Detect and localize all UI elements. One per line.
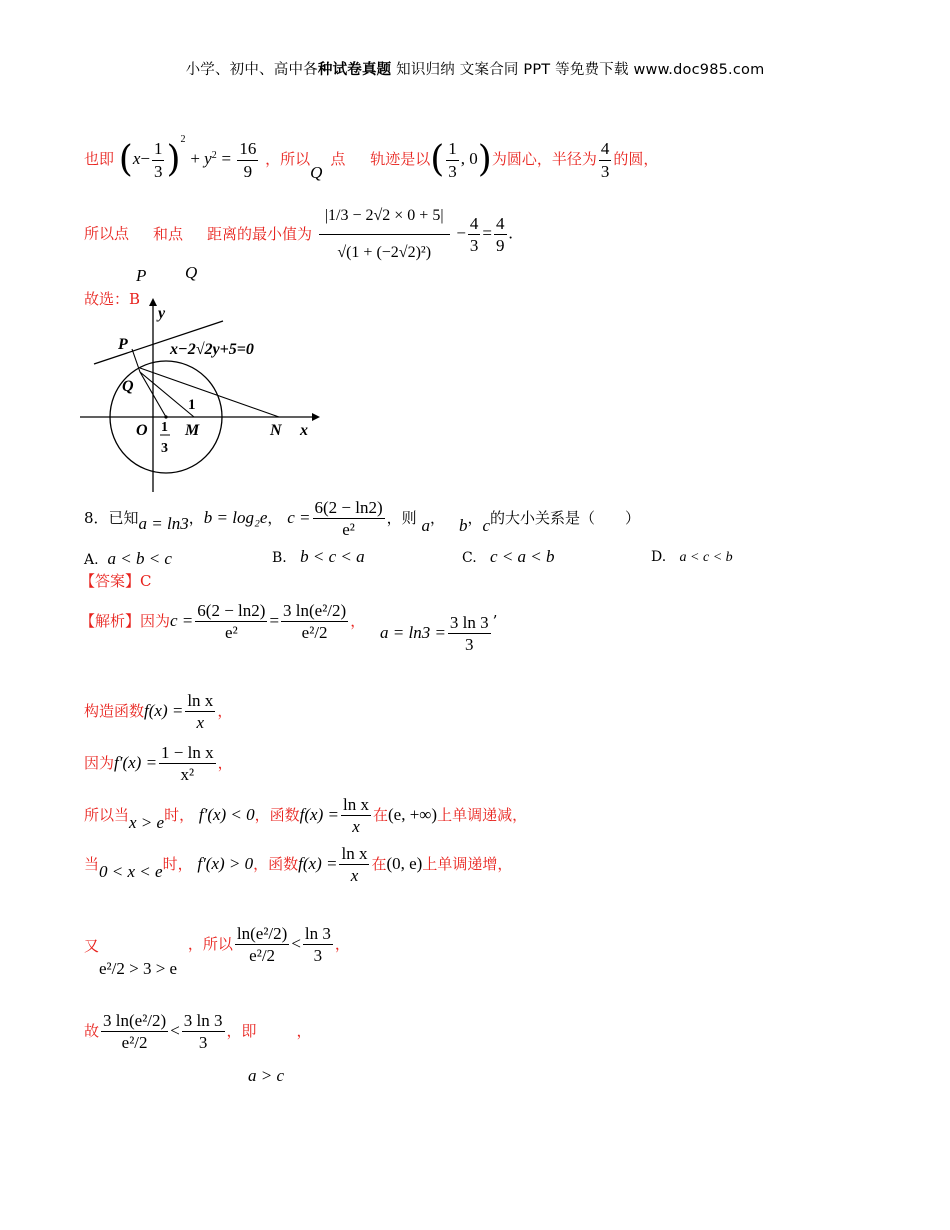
l2-num: 3 ln(e²/2) xyxy=(101,1010,168,1032)
option-B[interactable] xyxy=(272,547,365,567)
distance-denominator: √(1 + (−2√2)²) xyxy=(337,244,432,261)
option-label: D. xyxy=(651,549,667,565)
r2-den: 3 xyxy=(198,1033,208,1053)
fp-fraction xyxy=(159,742,216,786)
q8-c-num: 6(2 − ln2) xyxy=(313,497,385,519)
rhs-num: ln 3 xyxy=(303,923,333,945)
distance-numerator: |1/3 − 2√2 × 0 + 5| xyxy=(319,198,450,235)
label-N: N xyxy=(270,422,282,439)
center-x-num: 1 xyxy=(446,138,459,160)
f-fraction-2: $\frac{\text{ln x}}{x}$ xyxy=(342,795,369,837)
solution-line-2: 所以点 和点 距离的最小值为 $\frac{|1/3 - 2√2 \times 0 + 5|}{\text{√(1 + (−2√2)²)}}$ − $\frac{4}{3}$ = $\frac{4}{9}$ . xyxy=(84,198,513,271)
radius-den: 3 xyxy=(600,161,610,181)
text-juli: 距离的最小值为 xyxy=(207,224,313,243)
option-label: C. xyxy=(462,550,477,566)
f-def2: f(x) = xyxy=(299,804,339,824)
lhs-den: e²/2 xyxy=(249,946,276,966)
lhs-num: ln(e²/2) xyxy=(235,923,289,945)
cond2: 0 < x < e xyxy=(99,861,163,881)
fp-num: 1 − ln x xyxy=(159,742,216,764)
q8-c-den: e² xyxy=(342,520,355,540)
q8-var-c: c xyxy=(482,515,491,535)
c-num: 6(2 − ln2) xyxy=(195,600,267,622)
fp-pos: f′(x) > 0 xyxy=(197,853,254,873)
analysis-construct: 构造函数f(x) = $\frac{\text{ln x}}{x}$ ， xyxy=(84,691,233,733)
lt: < xyxy=(170,1020,180,1040)
text-de-yuan: 的圆， xyxy=(613,150,659,168)
l2-fraction xyxy=(101,1010,168,1054)
c2-fraction xyxy=(281,600,348,644)
a-eq: a = ln3 = xyxy=(380,622,446,642)
q8-var-b: b xyxy=(458,515,468,535)
text-hanshu: ，函数 xyxy=(253,854,299,873)
text-yuanxin: 为圆心，半径为 xyxy=(491,150,597,168)
analysis-decreasing xyxy=(84,794,527,838)
analysis-derivative: 因为f′(x) = $\frac{\text{1 − ln x}}{\text{x²}}$ ， xyxy=(84,743,233,785)
label-Q: Q xyxy=(122,378,134,395)
f-fraction xyxy=(185,690,215,734)
fp-den: x² xyxy=(180,765,195,785)
c-den: e² xyxy=(225,623,238,643)
segment-QN xyxy=(140,368,279,417)
text-dang: 当 xyxy=(84,854,100,873)
text-guiji: 轨迹是以 xyxy=(370,150,431,168)
option-text: a < b < c xyxy=(107,549,172,568)
label-P: P xyxy=(118,336,128,353)
sep: ， xyxy=(188,508,204,527)
var-Q: Q xyxy=(310,163,323,182)
equals: = xyxy=(482,223,492,243)
r2-num: 3 ln 3 xyxy=(182,1010,225,1032)
paren: ) xyxy=(477,139,492,180)
choice-answer: 故选：B xyxy=(84,290,141,308)
text-ji: ，即 xyxy=(226,1021,257,1040)
label-third-den: 3 xyxy=(161,441,168,456)
sep: ， xyxy=(267,508,283,527)
f-den: x xyxy=(196,713,205,733)
f-num: ln x xyxy=(185,690,215,712)
fraction-16-9: $\frac{16}{9}$ xyxy=(239,139,257,181)
cond1: x > e xyxy=(129,812,165,832)
c2-den: e²/2 xyxy=(301,623,328,643)
label-x: x xyxy=(300,422,308,439)
rhs-den: 3 xyxy=(313,946,323,966)
text-yinwei: 因为 xyxy=(84,753,115,772)
option-A[interactable] xyxy=(84,549,172,569)
text-gu: 故 xyxy=(84,1021,100,1040)
text-yeji: 也即 xyxy=(84,150,115,168)
banner-part2: 种试卷真题 xyxy=(317,62,392,78)
result-fraction xyxy=(494,213,507,257)
interval1: (e, +∞) xyxy=(387,804,438,824)
text-zai: 在 xyxy=(372,805,388,824)
label-O: O xyxy=(136,422,148,439)
q8-a-def: a = ln3 xyxy=(138,513,189,533)
rhs-fraction xyxy=(303,923,333,967)
floating-Q: Q xyxy=(185,263,198,282)
interval2: (0, e) xyxy=(386,853,423,873)
text-shi: 时， xyxy=(164,805,195,824)
banner-part3: 知识归纳 文案合同 PPT 等免费下载 www.doc985.com xyxy=(391,62,765,78)
minus: − xyxy=(456,223,466,243)
c2-num: 3 ln(e²/2) xyxy=(281,600,348,622)
paren: ( xyxy=(118,139,133,180)
text-gouzao: 构造函数 xyxy=(84,701,145,720)
equals: = xyxy=(221,149,236,168)
r2-fraction xyxy=(182,1010,225,1054)
option-label: B. xyxy=(272,550,287,566)
l2-den: e²/2 xyxy=(121,1033,148,1053)
geometry-figure xyxy=(80,296,330,496)
q8-b-def: b = log₂e xyxy=(203,507,268,527)
f-fraction-3: $\frac{\text{ln x}}{x}$ xyxy=(341,844,368,886)
option-text: c < a < b xyxy=(490,547,555,566)
label-M: M xyxy=(185,422,200,439)
text-inc: 上单调递增， xyxy=(422,854,513,873)
text-suoyi: ，所以 xyxy=(187,934,233,953)
analysis-comparison: 又e²/2 > 3 > e ，所以 $\frac{\text{ln(e²/2)}}{\text{e²/2}}$ < $\frac{\ln 3}{3}$ ， xyxy=(84,924,350,978)
analysis-increasing xyxy=(84,843,512,887)
fraction-4-3: $\frac{4}{3}$ xyxy=(469,213,479,255)
y-arrow-icon xyxy=(149,298,157,306)
fp-def: f′(x) = xyxy=(114,752,158,772)
a-fraction xyxy=(448,612,491,656)
text-ze: ，则 xyxy=(386,508,417,527)
final-inequality: a > c xyxy=(248,1066,285,1085)
paren: ) xyxy=(166,139,181,180)
segment-QM xyxy=(140,372,194,417)
segment-PQ xyxy=(132,349,140,372)
q8-c-prefix: c = xyxy=(287,507,311,527)
f-def: f(x) = xyxy=(144,700,184,720)
text-dian: 点 xyxy=(330,150,346,168)
lt: < xyxy=(291,933,301,953)
center-y: 0 xyxy=(469,149,478,168)
radius-fraction xyxy=(599,138,612,182)
fraction-one-third: $\frac{1}{3}$ xyxy=(153,139,163,181)
question-8: 8．已知a = ln3，b = log₂e， c = $\frac{6(2 - \ln 2)}{\text{e²}}$ ，则 a， b，c的大小关系是（ ） xyxy=(84,498,641,540)
analysis-line-1: 【解析】因为c = $\frac{6(2 - \ln 2)}{\text{e²}}$ = $\frac{\text{3 ln(e²/2)}}{\text{e²/2}}$ ， a = ln3 = $\frac{3 \ln 3}{3}$ ’ xyxy=(80,601,498,655)
q8-var-a: a xyxy=(421,515,430,535)
text-suoyi: ，所以 xyxy=(265,150,311,168)
ineq1: e²/2 > 3 > e xyxy=(99,958,178,978)
site-banner xyxy=(0,58,950,79)
label-third-num: 1 xyxy=(161,420,168,435)
radius-num: 4 xyxy=(599,138,612,160)
q8-c-fraction xyxy=(313,497,385,541)
x-arrow-icon xyxy=(312,413,320,421)
label-one: 1 xyxy=(188,397,196,413)
a-den: 3 xyxy=(465,635,474,655)
point-M-dot xyxy=(164,415,167,418)
result-den: 9 xyxy=(496,236,505,255)
equals: = xyxy=(269,610,280,630)
floating-P: P xyxy=(136,266,147,285)
center-x xyxy=(446,138,459,182)
label-line-equation: x−2√2y+5=0 xyxy=(170,341,254,358)
option-text: a < c < b xyxy=(679,550,733,565)
a-num: 3 ln 3 xyxy=(448,612,491,634)
solution-line-1: 也即 (x− $\frac{1}{3}$ )$^2 + y^2$ = $\frac{16}{9}$ ，所以Q点 轨迹是以( $\frac{1}{3}$ , 0)为圆心，半径为 $\frac{4}{3}$ 的圆， xyxy=(84,134,659,182)
c-eq: c = xyxy=(170,610,194,630)
analysis-conclusion: 故 $\frac{\text{3 ln(e²/2)}}{\text{e²/2}}$ < $\frac{3 \ln 3}{3}$ ，即 ， xyxy=(84,1011,312,1053)
label-y: y xyxy=(158,305,166,322)
text-dec: 上单调递减， xyxy=(437,805,528,824)
analysis-tag: 【解析】因为 xyxy=(80,611,171,630)
option-label: A. xyxy=(84,552,99,568)
center-x-den: 3 xyxy=(448,161,457,181)
text-he-dian: 和点 xyxy=(153,224,184,243)
answer: 【答案】C xyxy=(80,572,152,590)
q8-number: 8．已知 xyxy=(84,508,139,527)
banner-part1: 小学、初中、高中各 xyxy=(185,62,318,78)
option-text: b < c < a xyxy=(300,547,365,566)
text-suoyidang: 所以当 xyxy=(84,805,130,824)
fp-neg: f′(x) < 0 xyxy=(198,804,255,824)
option-D[interactable] xyxy=(651,549,733,566)
distance-fraction xyxy=(319,198,450,271)
comma: ， xyxy=(350,611,366,630)
text-suoyi-dian: 所以点 xyxy=(84,224,130,243)
text-zai: 在 xyxy=(371,854,387,873)
text-hanshu: ，函数 xyxy=(254,805,300,824)
lhs-fraction xyxy=(235,923,289,967)
result-num: 4 xyxy=(494,213,507,235)
option-C[interactable] xyxy=(462,547,555,567)
paren: ( xyxy=(430,139,445,180)
text-you: 又 xyxy=(84,936,100,955)
q8-suffix: 的大小关系是（ ） xyxy=(490,508,641,527)
f-def3: f(x) = xyxy=(298,853,338,873)
text-shi: 时， xyxy=(162,854,193,873)
c-fraction xyxy=(195,600,267,644)
